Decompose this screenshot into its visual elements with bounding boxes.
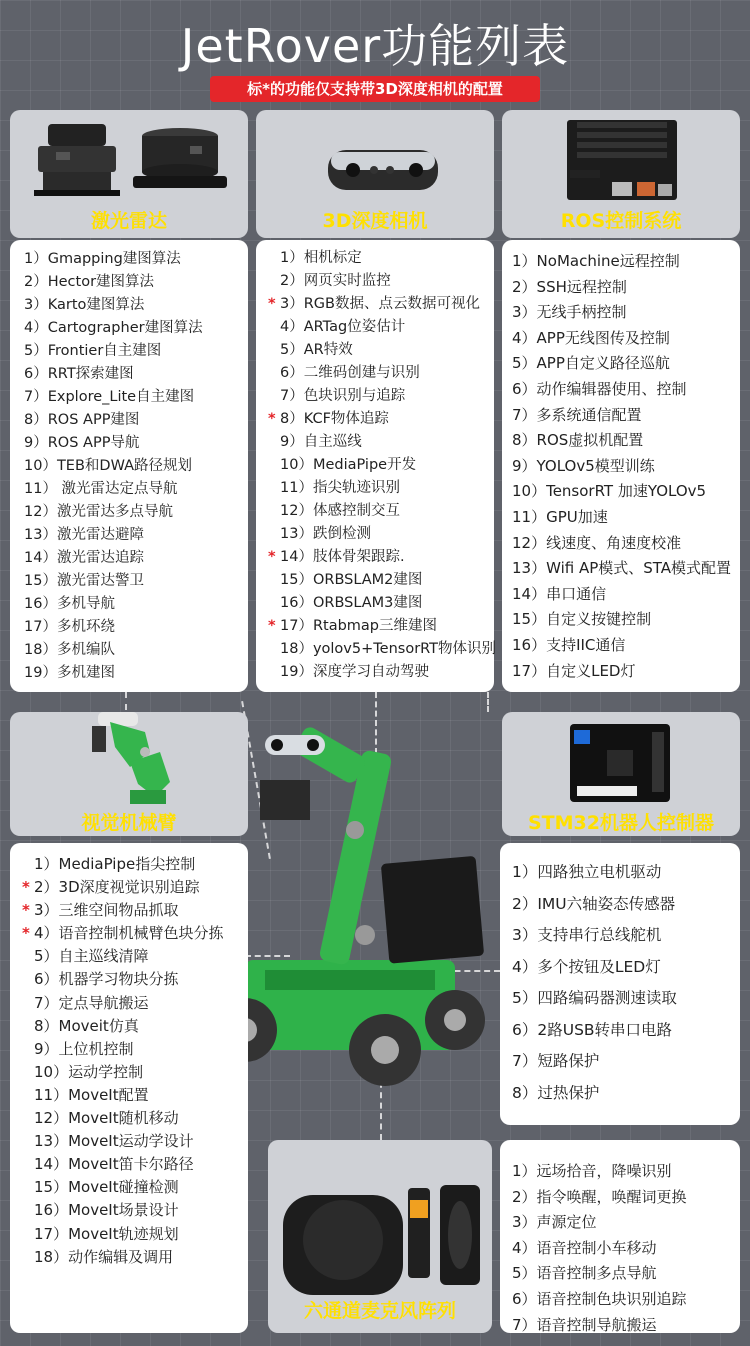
list-item-label: 8）ROS虚拟机配置: [512, 431, 644, 450]
list-item: [270, 592, 494, 615]
list-item-label: 13）Wifi AP模式、STA模式配置: [512, 559, 732, 578]
list-item: [270, 638, 497, 661]
list-item: [512, 607, 740, 633]
stm32-panel: [502, 712, 740, 836]
list-item: [24, 317, 248, 340]
list-item-label: 1）相机标定: [280, 250, 362, 266]
list-item-label: 1）四路独立电机驱动: [512, 863, 662, 881]
camera-feature-list: [256, 240, 497, 692]
list-item: [24, 570, 248, 593]
list-item: [512, 1313, 740, 1339]
list-item-label: 4）ARTag位姿估计: [280, 319, 406, 335]
list-item-label: 6）机器学习物块分拣: [34, 970, 179, 989]
list-item-label: 17）多机环绕: [24, 619, 115, 635]
list-item: [270, 615, 494, 638]
list-item: [512, 377, 740, 403]
list-item: [22, 899, 248, 922]
list-item: [512, 249, 740, 275]
list-item: [270, 247, 494, 270]
list-item: [512, 633, 740, 659]
stm32-board-image: [502, 712, 740, 812]
list-item-label: 1）MediaPipe指尖控制: [34, 855, 196, 873]
required-star-marker: *: [268, 411, 276, 427]
list-item-label: 19）深度学习自动驾驶: [280, 664, 429, 680]
required-star-marker: *: [22, 878, 30, 897]
list-item: [24, 248, 248, 271]
lidar-label: 激光雷达: [90, 210, 167, 232]
list-item: [512, 582, 740, 608]
list-item-label: 18）多机编队: [24, 642, 115, 658]
list-item: [22, 1015, 248, 1038]
list-item: [22, 1107, 248, 1130]
list-item-label: 15）自定义按键控制: [512, 610, 652, 629]
subtitle-banner: 标*的功能仅支持带3D深度相机的配置: [210, 76, 540, 102]
list-item-label: 7）Explore_Lite自主建图: [24, 389, 195, 405]
list-item-label: 13）MoveIt运动学设计: [34, 1132, 194, 1151]
list-item-label: 18）动作编辑及调用: [34, 1247, 174, 1266]
list-item: [24, 294, 248, 317]
arm-label: 视觉机械臂: [81, 812, 177, 834]
list-item-label: 16）ORBSLAM3建图: [280, 595, 423, 611]
ros-panel: [502, 110, 740, 238]
list-item-label: 10）TEB和DWA路径规划: [24, 458, 193, 474]
list-item: [512, 952, 740, 984]
list-item: [22, 1061, 248, 1084]
list-item-label: 16）支持IIC通信: [512, 635, 626, 654]
list-item: [24, 455, 248, 478]
list-item-label: 4）APP无线图传及控制: [512, 328, 670, 347]
list-item: [22, 876, 248, 899]
list-item-label: 19）多机建图: [24, 665, 115, 681]
required-star-marker: *: [268, 618, 276, 634]
list-item-label: 2）3D深度视觉识别追踪: [34, 878, 200, 897]
list-item: [24, 271, 248, 294]
list-item-label: 2）SSH远程控制: [512, 277, 627, 296]
list-item: [22, 992, 248, 1015]
list-item-label: 4）Cartographer建图算法: [24, 320, 203, 336]
list-item-label: 1）远场拾音，降噪识别: [512, 1162, 672, 1180]
list-item-label: 8）KCF物体追踪: [280, 411, 389, 427]
list-item-label: 17）MoveIt轨迹规划: [34, 1224, 179, 1243]
stm32-label: STM32机器人控制器: [528, 812, 714, 834]
connector-line: [125, 692, 127, 710]
list-item: [22, 1130, 248, 1153]
list-item: [22, 922, 248, 945]
list-item-label: 14）MoveIt笛卡尔路径: [34, 1155, 194, 1174]
list-item: [270, 316, 494, 339]
list-item: [512, 983, 740, 1015]
list-item: [512, 1159, 740, 1185]
list-item-label: 16）多机导航: [24, 596, 115, 612]
list-item: [270, 293, 494, 316]
list-item-label: 7）多系统通信配置: [512, 405, 642, 424]
list-item: [512, 531, 740, 557]
list-item: [24, 639, 248, 662]
list-item: [24, 409, 248, 432]
list-item-label: 9）YOLOv5模型训练: [512, 456, 655, 475]
list-item-label: 3）Karto建图算法: [24, 297, 145, 313]
list-item-label: 14）肢体骨架跟踪.: [280, 549, 405, 565]
list-item-label: 7）短路保护: [512, 1052, 600, 1070]
camera-label: 3D深度相机: [322, 210, 428, 232]
list-item: [22, 1153, 248, 1176]
list-item-label: 4）多个按钮及LED灯: [512, 957, 661, 976]
list-item-label: 6）二维码创建与识别: [280, 365, 420, 381]
list-item-label: 2）指令唤醒，唤醒词更换: [512, 1187, 687, 1206]
list-item: [24, 478, 248, 501]
list-item-label: 17）自定义LED灯: [512, 661, 636, 680]
page-title: JetRover功能列表: [180, 19, 570, 73]
list-item: [512, 1236, 740, 1262]
ros-label: ROS控制系统: [560, 210, 682, 232]
list-item: [512, 659, 740, 685]
list-item: [22, 1246, 248, 1269]
list-item-label: 11）GPU加速: [512, 507, 608, 526]
list-item: [270, 569, 494, 592]
list-item-label: 9）ROS APP导航: [24, 435, 140, 451]
list-item-label: 2）网页实时监控: [280, 273, 391, 289]
depth-camera-image: [256, 110, 494, 210]
list-item: [22, 1199, 248, 1222]
list-item: [24, 386, 248, 409]
list-item-label: 14）串口通信: [512, 584, 607, 603]
list-item: [512, 1287, 740, 1313]
list-item-label: 1）Gmapping建图算法: [24, 251, 181, 267]
list-item: [24, 340, 248, 363]
list-item-label: 7）语音控制导航搬运: [512, 1315, 657, 1334]
list-item-label: 16）MoveIt场景设计: [34, 1201, 179, 1220]
list-item-label: 5）Frontier自主建图: [24, 343, 162, 359]
list-item: [22, 968, 248, 991]
list-item: [512, 275, 740, 301]
list-item-label: 13）跌倒检测: [280, 526, 371, 542]
list-item: [512, 920, 740, 952]
stm32-feature-list: [500, 843, 740, 1125]
list-item: [24, 547, 248, 570]
jetson-board-image: [502, 110, 740, 210]
list-item-label: 17）Rtabmap三维建图: [280, 618, 438, 634]
list-item: [512, 505, 740, 531]
list-item-label: 10）运动学控制: [34, 1062, 144, 1081]
list-item-label: 4）语音控制机械臂色块分拣: [34, 924, 224, 943]
list-item-label: 14）激光雷达追踪: [24, 550, 144, 566]
mic-array-image: [268, 1140, 492, 1300]
required-star-marker: *: [268, 549, 276, 565]
list-item: [22, 1084, 248, 1107]
list-item: [22, 1176, 248, 1199]
list-item-label: 3）RGB数据、点云数据可视化: [280, 296, 480, 312]
required-star-marker: *: [22, 924, 30, 943]
list-item: [270, 270, 494, 293]
list-item: [512, 428, 740, 454]
list-item-label: 6）RRT探索建图: [24, 366, 134, 382]
list-item-label: 2）Hector建图算法: [24, 274, 155, 290]
list-item: [270, 454, 494, 477]
list-item: [512, 1078, 740, 1110]
list-item: [270, 408, 494, 431]
list-item-label: 8）Moveit仿真: [34, 1016, 139, 1035]
list-item: [512, 326, 740, 352]
list-item: [22, 1223, 248, 1246]
list-item-label: 7）定点导航搬运: [34, 993, 149, 1012]
ros-feature-list: [502, 240, 740, 692]
list-item-label: 5）AR特效: [280, 342, 353, 358]
list-item: [512, 857, 740, 889]
list-item: [512, 403, 740, 429]
list-item-label: 12）MoveIt随机移动: [34, 1109, 179, 1128]
list-item-label: 8）过热保护: [512, 1083, 600, 1102]
list-item-label: 10）TensorRT 加速YOLOv5: [512, 482, 707, 501]
list-item-label: 6）语音控制色块识别追踪: [512, 1289, 687, 1308]
list-item-label: 1）NoMachine远程控制: [512, 252, 680, 270]
list-item: [24, 593, 248, 616]
list-item-label: 11） 激光雷达定点导航: [24, 481, 178, 497]
list-item: [24, 432, 248, 455]
connector-line: [487, 692, 489, 712]
list-item: [512, 1185, 740, 1211]
list-item-label: 15）ORBSLAM2建图: [280, 572, 423, 588]
list-item: [24, 616, 248, 639]
list-item-label: 13）激光雷达避障: [24, 527, 144, 543]
list-item: [512, 556, 740, 582]
list-item: [24, 501, 248, 524]
mic-label: 六通道麦克风阵列: [303, 1300, 456, 1322]
list-item: [24, 524, 248, 547]
list-item-label: 7）色块识别与追踪: [280, 388, 406, 404]
list-item-label: 4）语音控制小车移动: [512, 1238, 657, 1257]
list-item-label: 5）语音控制多点导航: [512, 1264, 657, 1283]
list-item-label: 5）自主巡线清障: [34, 947, 149, 966]
list-item: [512, 479, 740, 505]
list-item: [270, 431, 494, 454]
jetrover-robot-image: [205, 720, 505, 1120]
mic-feature-list: [500, 1140, 740, 1333]
camera-panel: [256, 110, 494, 238]
list-item-label: 5）四路编码器测速读取: [512, 989, 677, 1007]
list-item-label: 12）体感控制交互: [280, 503, 400, 519]
arm-feature-list: [10, 843, 248, 1333]
list-item: [512, 300, 740, 326]
list-item: [270, 661, 494, 684]
list-item: [512, 1046, 740, 1078]
list-item: [512, 1261, 740, 1287]
list-item-label: 9）自主巡线: [280, 434, 362, 450]
list-item: [270, 477, 494, 500]
list-item: [22, 945, 248, 968]
list-item: [24, 662, 248, 685]
list-item-label: 10）MediaPipe开发: [280, 457, 417, 473]
lidar-panel: [10, 110, 248, 238]
list-item: [24, 363, 248, 386]
list-item-label: 12）线速度、角速度校准: [512, 533, 682, 552]
list-item: [512, 454, 740, 480]
list-item: [270, 546, 494, 569]
list-item: [22, 853, 248, 876]
list-item: [512, 351, 740, 377]
lidar-image: [10, 110, 248, 210]
list-item-label: 15）激光雷达警卫: [24, 573, 144, 589]
list-item: [270, 362, 494, 385]
lidar-feature-list: [10, 240, 248, 692]
list-item: [512, 1015, 740, 1047]
list-item-label: 6）2路USB转串口电路: [512, 1020, 673, 1039]
list-item: [270, 500, 494, 523]
list-item-label: 3）无线手柄控制: [512, 303, 627, 322]
list-item-label: 3）支持串行总线舵机: [512, 926, 662, 944]
list-item-label: 8）ROS APP建图: [24, 412, 140, 428]
list-item: [270, 385, 494, 408]
list-item-label: 5）APP自定义路径巡航: [512, 354, 670, 373]
list-item: [512, 889, 740, 921]
mic-panel: [268, 1140, 492, 1333]
list-item-label: 3）三维空间物品抓取: [34, 901, 179, 920]
list-item-label: 11）MoveIt配置: [34, 1085, 149, 1104]
list-item-label: 2）IMU六轴姿态传感器: [512, 894, 676, 913]
list-item-label: 3）声源定位: [512, 1213, 597, 1232]
list-item-label: 9）上位机控制: [34, 1039, 134, 1058]
list-item: [22, 1038, 248, 1061]
list-item-label: 18）yolov5+TensorRT物体识别: [280, 641, 497, 657]
list-item-label: 6）动作编辑器使用、控制: [512, 379, 687, 398]
list-item: [512, 1210, 740, 1236]
required-star-marker: *: [268, 296, 276, 312]
list-item-label: 15）MoveIt碰撞检测: [34, 1178, 179, 1197]
list-item: [270, 339, 494, 362]
list-item: [270, 523, 494, 546]
list-item-label: 12）激光雷达多点导航: [24, 504, 173, 520]
list-item-label: 11）指尖轨迹识别: [280, 480, 400, 496]
required-star-marker: *: [22, 901, 30, 920]
